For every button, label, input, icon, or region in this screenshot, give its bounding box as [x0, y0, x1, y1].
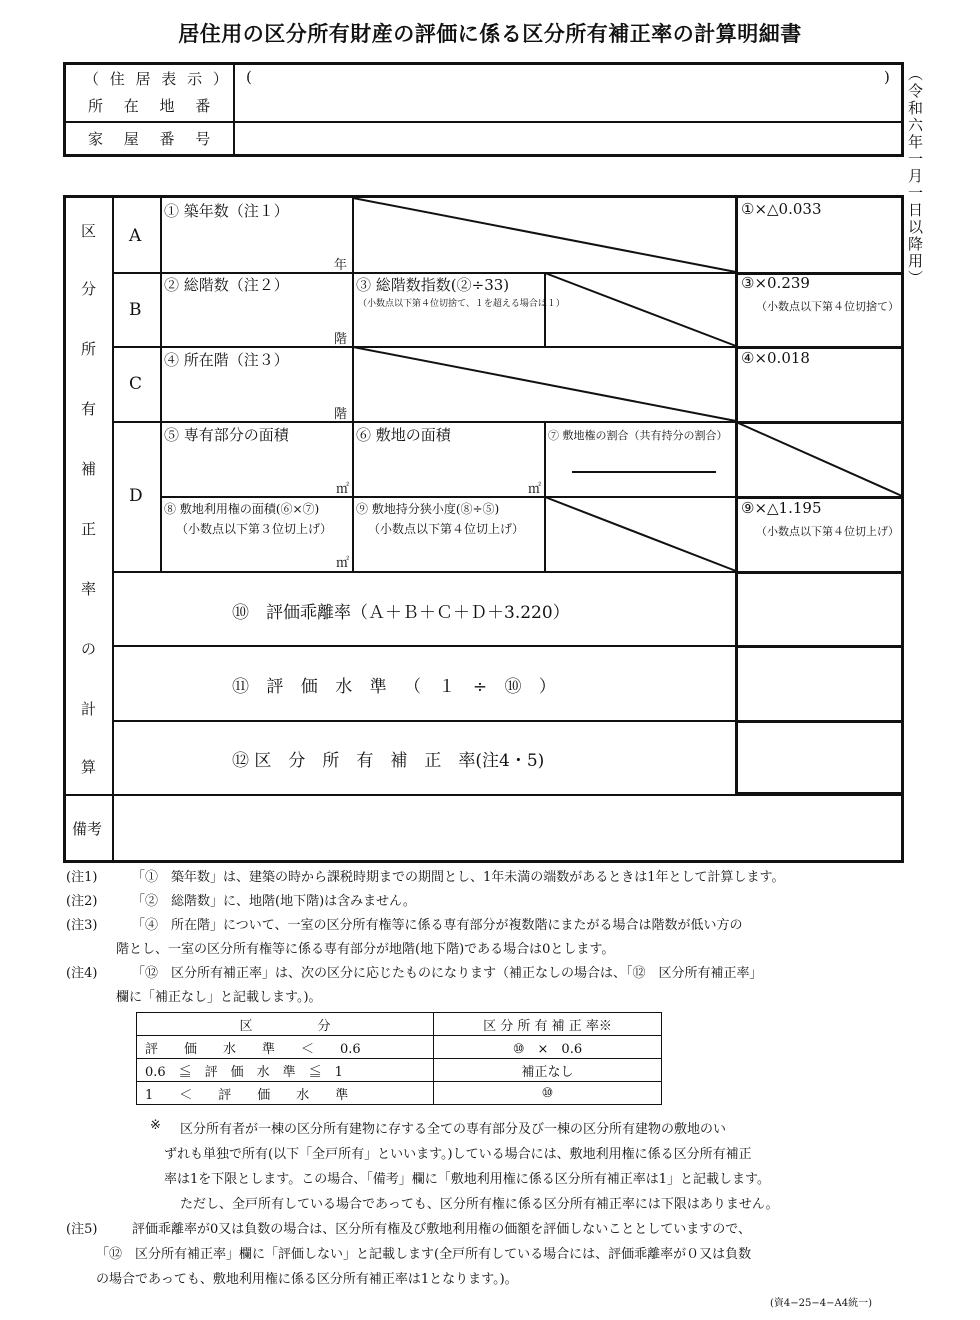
address-label-line1: （ 住 居 表 示 ）: [84, 70, 231, 88]
item3-note: （小数点以下第４位切捨て、１を超える場合は１）: [358, 299, 565, 309]
rate-table-header: [137, 1013, 662, 1036]
section-char: 算: [81, 758, 97, 776]
section-char: 有: [81, 400, 97, 418]
remarks-field[interactable]: [122, 802, 892, 854]
rate-table-cell: 1 ＜ 評 価 水 準: [137, 1082, 434, 1105]
diagonal-strike-d1: [736, 422, 902, 497]
item8-unit: ㎡: [336, 556, 350, 571]
item5-label: ⑤ 専有部分の面積: [164, 426, 289, 444]
item1-label: ① 築年数（注１）: [164, 202, 289, 220]
row-letter-b: B: [129, 300, 142, 320]
item6-label: ⑥ 敷地の面積: [356, 426, 451, 444]
item2-field[interactable]: [176, 298, 326, 320]
rate-table-cell: ⑩ × 0.6: [434, 1036, 662, 1059]
formula-d: ⑨×△1.195: [741, 499, 822, 517]
note1-tag: (注1): [66, 870, 98, 885]
diagonal-strike-a: [353, 198, 736, 273]
address-label-line2: 所 在 地 番: [88, 97, 219, 115]
rate-table-header-category: 区 分: [137, 1013, 434, 1036]
page-title: 居住用の区分所有財産の評価に係る区分所有補正率の計算明細書: [178, 22, 802, 46]
side-note-valid-from: （令和六年一月一日以降用）: [906, 66, 924, 287]
diagonal-strike-c: [353, 347, 736, 422]
calculation-table: [63, 195, 904, 863]
note4-tag: (注4): [66, 966, 98, 981]
note4-text-2: 欄に「補正なし」と記載します。)。: [116, 990, 322, 1005]
diagonal-strike-b: [545, 273, 736, 347]
item7-field[interactable]: [572, 444, 716, 490]
asterisk-mark: ※: [150, 1118, 161, 1133]
note4-text-1: 「⑫ 区分所有補正率」は、次の区分に応じたものになります（補正なしの場合は、「⑫ 区分所有補正率」: [132, 966, 763, 981]
rate-table-header-rate: 区 分 所 有 補 正 率※: [434, 1013, 662, 1036]
note1-text: 「① 築年数」は、建築の時から課税時期までの期間とし、1年未満の端数があるときは1年として計算します。: [132, 870, 785, 885]
formula-d-note: （小数点以下第４位切上げ）: [756, 525, 899, 538]
item9-field[interactable]: [366, 538, 536, 564]
address-field[interactable]: [258, 85, 878, 115]
rate-table-cell: 評 価 水 準 ＜ 0.6: [137, 1036, 434, 1059]
item9-note: （小数点以下第４位切上げ）: [368, 522, 525, 536]
item1-unit: 年: [334, 258, 348, 273]
result-b-field[interactable]: [746, 316, 886, 342]
table-row: [137, 1036, 662, 1059]
rate-table-cell: 0.6 ≦ 評 価 水 準 ≦ 1: [137, 1059, 434, 1082]
item9-label: ⑨ 敷地持分狭小度(⑧÷⑤): [356, 502, 500, 516]
row-letter-a: A: [129, 226, 142, 246]
result-a-field[interactable]: [746, 228, 886, 258]
row11-field[interactable]: [742, 658, 892, 708]
note5-tag: (注5): [66, 1222, 98, 1237]
formula-b: ③×0.239: [741, 274, 810, 292]
item3-field[interactable]: [366, 312, 536, 340]
row12-field[interactable]: [742, 732, 892, 782]
item3-label: ③ 総階数指数(②÷33): [356, 276, 510, 294]
section-char: 率: [81, 580, 97, 598]
note2-text: 「② 総階数」に、地階(地下階)は含みません。: [132, 894, 416, 909]
section-char: 所: [81, 340, 97, 358]
note5-line2: 「⑫ 区分所有補正率」欄に「評価しない」と記載します(全戸所有している場合には、評価乖離率が０又は負数: [96, 1247, 752, 1262]
rate-table-cell: ⑩: [434, 1082, 662, 1105]
item6-unit: ㎡: [528, 482, 542, 497]
rate-table: [136, 1012, 662, 1105]
section-char: の: [81, 640, 97, 658]
section-char: 分: [81, 280, 97, 298]
note3-text-2: 階とし、一室の区分所有権等に係る専有部分が地階(地下階)である場合は0とします。: [116, 942, 615, 957]
section-char: 区: [81, 222, 97, 240]
formula-b-note: （小数点以下第４位切捨て）: [756, 300, 899, 313]
item8-label: ⑧ 敷地利用権の面積(⑥×⑦): [164, 502, 320, 516]
item4-unit: 階: [334, 407, 348, 422]
asterisk-note-line2: ずれも単独で所有(以下「全戸所有」といいます。)している場合には、敷地利用権に係る区分所有補正: [164, 1147, 752, 1162]
rate-table-cell: 補正なし: [434, 1059, 662, 1082]
item5-field[interactable]: [176, 448, 326, 470]
item4-field[interactable]: [176, 373, 326, 395]
property-info-table: [63, 62, 904, 157]
result-d-field[interactable]: [746, 540, 886, 566]
item8-note: （小数点以下第３位切上げ）: [176, 522, 333, 536]
asterisk-note-line3: 率は1を下限とします。この場合、「備考」欄に「敷地利用権に係る区分所有補正率は1」と記載します。: [164, 1172, 770, 1187]
row10-label: ⑩ 評価乖離率（Ａ＋Ｂ＋Ｃ＋Ｄ＋3.220）: [232, 603, 570, 623]
asterisk-note-line1: 区分所有者が一棟の区分所有建物に存する全ての専有部分及び一棟の区分所有建物の敷地のい: [180, 1122, 727, 1137]
house-number-field[interactable]: [246, 125, 886, 151]
item7-label: ⑦ 敷地権の割合（共有持分の割合）: [548, 429, 728, 442]
item6-field[interactable]: [366, 448, 516, 470]
row12-label: ⑫ 区 分 所 有 補 正 率(注4・5): [232, 751, 545, 771]
diagonal-strike-d2: [545, 497, 736, 572]
item1-field[interactable]: [176, 224, 326, 246]
item5-unit: ㎡: [336, 482, 350, 497]
table-row: [137, 1082, 662, 1105]
note5-line3: の場合であっても、敷地利用権に係る区分所有補正率は1となります。)。: [96, 1272, 518, 1287]
address-paren-close: ): [884, 68, 890, 86]
table-row: [137, 1059, 662, 1082]
item8-field[interactable]: [176, 538, 326, 560]
section-char: 正: [81, 520, 97, 538]
row-letter-d: D: [129, 486, 143, 506]
note3-tag: (注3): [66, 918, 98, 933]
form-code: (資4−25−4−A4統一): [770, 1298, 872, 1309]
asterisk-note-line4: ただし、全戸所有している場合であっても、区分所有権に係る区分所有補正率には下限はありません。: [180, 1197, 779, 1212]
note2-tag: (注2): [66, 894, 98, 909]
row-letter-c: C: [129, 374, 143, 394]
item2-label: ② 総階数（注２）: [164, 276, 289, 294]
result-c-field[interactable]: [746, 378, 886, 408]
item2-unit: 階: [334, 332, 348, 347]
note5-line1: 評価乖離率が0又は負数の場合は、区分所有権及び敷地利用権の価額を評価しないこととしていますので、: [132, 1222, 752, 1237]
house-number-label: 家 屋 番 号: [88, 130, 219, 148]
row11-label: ⑪ 評 価 水 準 （ １ ÷ ⑩ ）: [232, 677, 562, 697]
remarks-label: 備考: [72, 820, 103, 838]
item4-label: ④ 所在階（注３）: [164, 351, 289, 369]
section-char: 計: [81, 700, 97, 718]
section-char: 補: [81, 460, 97, 478]
note3-text-1: 「④ 所在階」について、一室の区分所有権等に係る専有部分が複数階にまたがる場合は階数が低い方の: [132, 918, 743, 933]
formula-c: ④×0.018: [741, 349, 810, 367]
row10-field[interactable]: [742, 583, 892, 633]
formula-a: ①×△0.033: [741, 200, 822, 218]
address-paren-open: (: [246, 68, 252, 86]
